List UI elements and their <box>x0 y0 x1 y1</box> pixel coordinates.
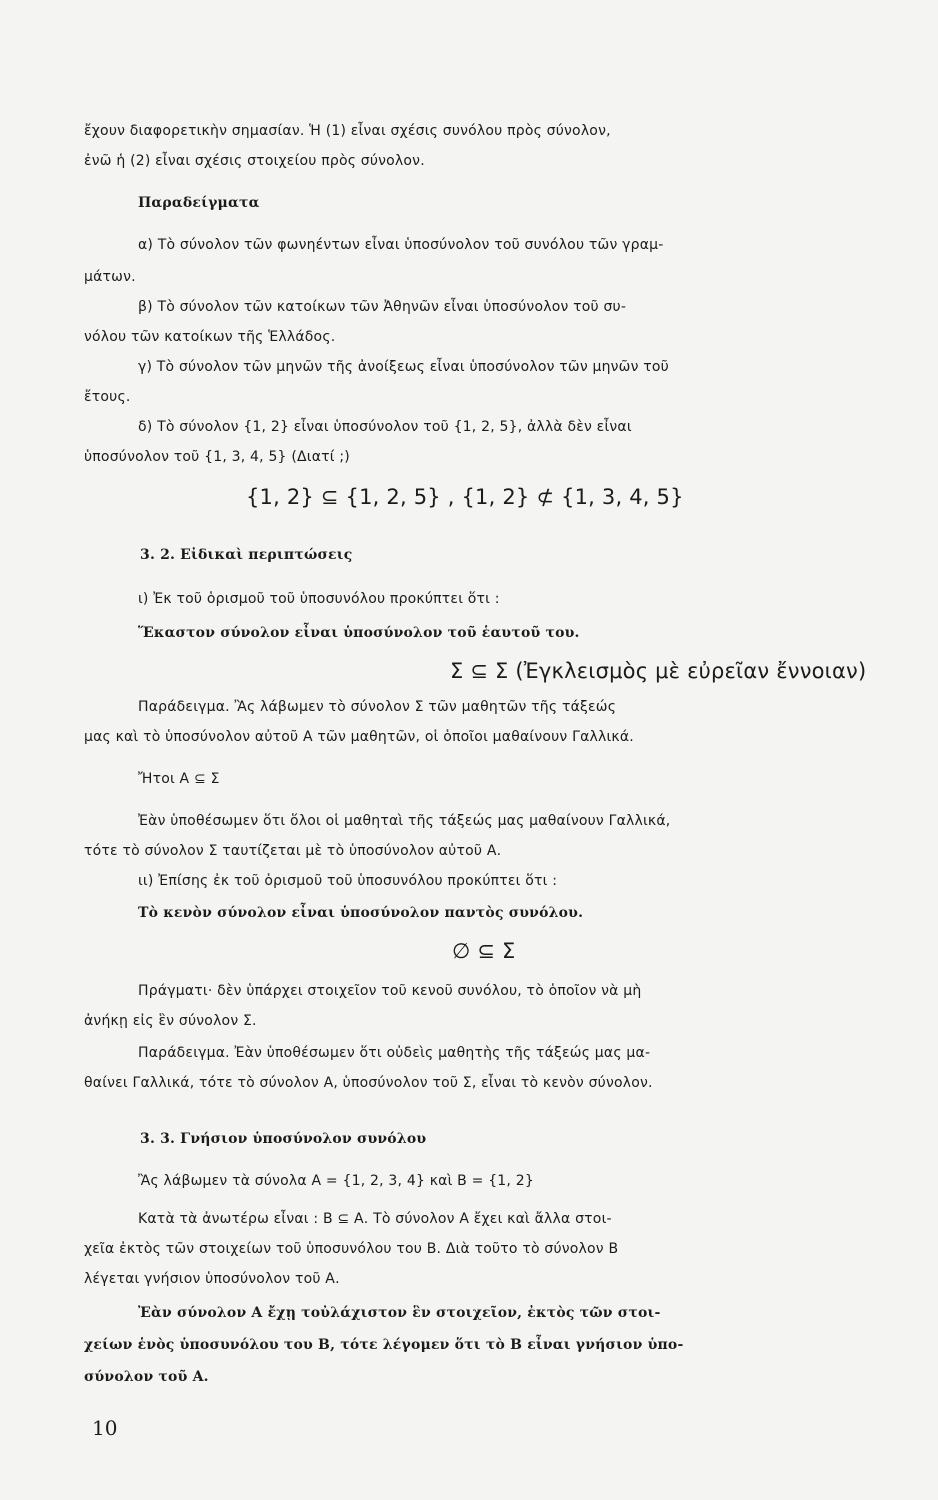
text-line: μάτων. <box>84 269 136 285</box>
text-line: α) Τὸ σύνολον τῶν φωνηέντων εἶναι ὑποσύνολον τοῦ συνόλου τῶν γραμ- <box>138 237 664 253</box>
text-line: τότε τὸ σύνολον Σ ταυτίζεται μὲ τὸ ὑποσύνολον αὐτοῦ Α. <box>84 843 502 859</box>
text-line: Ἂς λάβωμεν τὰ σύνολα Α = {1, 2, 3, 4} καὶ Β = {1, 2} <box>138 1173 534 1189</box>
text-line: ἀνήκῃ εἰς ἓν σύνολον Σ. <box>84 1013 257 1029</box>
text-line: Ἐὰν ὑποθέσωμεν ὅτι ὅλοι οἱ μαθηταὶ τῆς τάξεώς μας μαθαίνουν Γαλλικά, <box>138 813 671 829</box>
text-line: Κατὰ τὰ ἀνωτέρω εἶναι : Β ⊆ Α. Τὸ σύνολον Α ἔχει καὶ ἄλλα στοι- <box>138 1211 612 1227</box>
section-heading: Παραδείγματα <box>138 195 260 211</box>
math-expression: ∅ ⊆ Σ <box>452 939 516 963</box>
math-expression: {1, 2} ⊆ {1, 2, 5} , {1, 2} ⊄ {1, 3, 4, 5} <box>246 485 684 509</box>
theorem-statement: Ἕκαστον σύνολον εἶναι ὑποσύνολον τοῦ ἑαυτοῦ του. <box>138 625 580 641</box>
page-number: 10 <box>92 1416 118 1440</box>
section-heading: 3. 3. Γνήσιον ὑποσύνολον συνόλου <box>140 1131 427 1147</box>
text-line: λέγεται γνήσιον ὑποσύνολον τοῦ Α. <box>84 1271 340 1287</box>
text-line: Πράγματι· δὲν ὑπάρχει στοιχεῖον τοῦ κενοῦ συνόλου, τὸ ὁποῖον νὰ μὴ <box>138 983 642 999</box>
text-line: β) Τὸ σύνολον τῶν κατοίκων τῶν Ἀθηνῶν εἶναι ὑποσύνολον τοῦ συ- <box>138 299 627 315</box>
definition-statement: χείων ἑνὸς ὑποσυνόλου του Β, τότε λέγομεν ὅτι τὸ Β εἶναι γνήσιον ὑπο- <box>84 1337 684 1353</box>
text-line: χεῖα ἐκτὸς τῶν στοιχείων τοῦ ὑποσυνόλου του Β. Διὰ τοῦτο τὸ σύνολον Β <box>84 1241 619 1257</box>
text-line: Παράδειγμα. Ἐὰν ὑποθέσωμεν ὅτι οὐδεὶς μαθητὴς τῆς τάξεώς μας μα- <box>138 1045 651 1061</box>
theorem-statement: Τὸ κενὸν σύνολον εἶναι ὑποσύνολον παντὸς συνόλου. <box>138 905 584 921</box>
text-line: θαίνει Γαλλικά, τότε τὸ σύνολον Α, ὑποσύνολον τοῦ Σ, εἶναι τὸ κενὸν σύνολον. <box>84 1075 653 1091</box>
text-line: ἐνῶ ἡ (2) εἶναι σχέσις στοιχείου πρὸς σύνολον. <box>84 153 425 169</box>
text-line: γ) Τὸ σύνολον τῶν μηνῶν τῆς ἀνοίξεως εἶναι ὑποσύνολον τῶν μηνῶν τοῦ <box>138 359 669 375</box>
text-line: ἔχουν διαφορετικὴν σημασίαν. Ἡ (1) εἶναι σχέσις συνόλου πρὸς σύνολον, <box>84 123 611 139</box>
text-line: ιι) Ἐπίσης ἐκ τοῦ ὁρισμοῦ τοῦ ὑποσυνόλου προκύπτει ὅτι : <box>138 873 558 889</box>
text-line: μας καὶ τὸ ὑποσύνολον αὐτοῦ Α τῶν μαθητῶν, οἱ ὁποῖοι μαθαίνουν Γαλλικά. <box>84 729 634 745</box>
text-line: ι) Ἐκ τοῦ ὁρισμοῦ τοῦ ὑποσυνόλου προκύπτει ὅτι : <box>138 591 500 607</box>
section-heading: 3. 2. Εἰδικαὶ περιπτώσεις <box>140 547 353 563</box>
math-expression: Σ ⊆ Σ (Ἐγκλεισμὸς μὲ εὐρεῖαν ἔννοιαν) <box>450 659 867 683</box>
text-line: Ἤτοι Α ⊆ Σ <box>138 771 220 787</box>
definition-statement: σύνολον τοῦ Α. <box>84 1369 209 1385</box>
text-line: νόλου τῶν κατοίκων τῆς Ἑλλάδος. <box>84 329 336 345</box>
text-line: ὑποσύνολον τοῦ {1, 3, 4, 5} (Διατί ;) <box>84 449 350 465</box>
text-line: Παράδειγμα. Ἂς λάβωμεν τὸ σύνολον Σ τῶν μαθητῶν τῆς τάξεώς <box>138 699 617 715</box>
text-line: δ) Τὸ σύνολον {1, 2} εἶναι ὑποσύνολον τοῦ {1, 2, 5}, ἀλλὰ δὲν εἶναι <box>138 419 632 435</box>
text-line: ἔτους. <box>84 389 131 405</box>
definition-statement: Ἐὰν σύνολον Α ἔχῃ τοὐλάχιστον ἓν στοιχεῖον, ἐκτὸς τῶν στοι- <box>138 1305 661 1321</box>
